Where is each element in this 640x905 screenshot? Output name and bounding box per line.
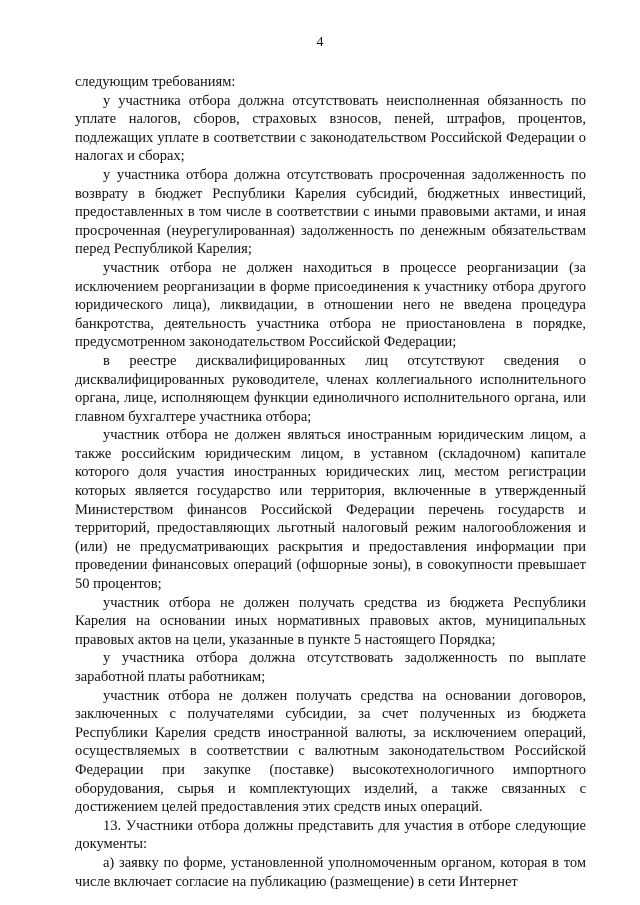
paragraph-continuation: следующим требованиям:	[75, 74, 236, 90]
paragraph-item-a: а) заявку по форме, установленной уполномоченным органом, которая в том числе включает согласие на публикацию (размещение) в сети Интернет	[75, 854, 586, 890]
paragraph-section-13: 13. Участники отбора должны представить для участия в отборе следующие документы:	[75, 817, 586, 853]
paragraph-other-funding: участник отбора не должен получать средства из бюджета Республики Карелия на основании иных нормативных правовых актов, муниципальных правовых актов на цели, указанные в пункте 5 настоящего Порядка;	[75, 594, 586, 648]
paragraph-foreign-currency: участник отбора не должен получать средства на основании договоров, заключенных с получателями субсидии, за счет полученных из бюджета Республики Карелия средств иностранной валюты, за исключением операций, осуществляемых в соответствии с валютным законодательством Российской Федерации при закупке (поставке) высокотехнологичного импортного оборудования, сырья и комплектующих изделий, а также связанных с достижением целей предоставления этих средств иных операций.	[75, 687, 586, 816]
paragraph-overdue-debt: у участника отбора должна отсутствовать просроченная задолженность по возврату в бюджет Республики Карелия субсидий, бюджетных инвестиций, предоставленных в том числе в соответствии с иными правовыми актами, и иная просроченная (неурегулированная) задолженность по денежным обязательствам перед Республикой Карелия;	[75, 166, 586, 258]
page-number: 4	[316, 35, 324, 50]
paragraph-foreign-entity: участник отбора не должен являться иностранным юридическим лицом, а также российским юридическим лицом, в уставном (складочном) капитале которого доля участия иностранных юридических лиц, местом регистрации которых является государство или территория, включенные в утвержденный Министерством финансов Российской Федерации перечень государств и территорий, предоставляющих льготный налоговый режим налогообложения и (или) не предусматривающих раскрытия и предоставления информации при проведении финансовых операций (офшорные зоны), в совокупности превышает 50 процентов;	[75, 427, 586, 593]
document-body	[75, 73, 586, 891]
paragraph-tax-obligations: у участника отбора должна отсутствовать неисполненная обязанность по уплате налогов, сборов, страховых взносов, пеней, штрафов, процентов, подлежащих уплате в соответствии с законодательством Российской Федерации о налогах и сборах;	[75, 92, 586, 165]
paragraph-disqualified-persons: в реестре дисквалифицированных лиц отсутствуют сведения о дисквалифицированных руководителе, членах коллегиального исполнительного органа, лице, исполняющем функции единоличного исполнительного органа, или главном бухгалтере участника отбора;	[75, 352, 586, 425]
paragraph-wage-arrears: у участника отбора должна отсутствовать задолженность по выплате заработной платы работникам;	[75, 650, 586, 685]
paragraph-reorganization: участник отбора не должен находиться в процессе реорганизации (за исключением реорганизации в форме присоединения к участнику отбора другого юридического лица), ликвидации, в отношении него не введена процедура банкротства, деятельность участника отбора не приостановлена в порядке, предусмотренном законодательством Российской Федерации;	[75, 259, 586, 351]
